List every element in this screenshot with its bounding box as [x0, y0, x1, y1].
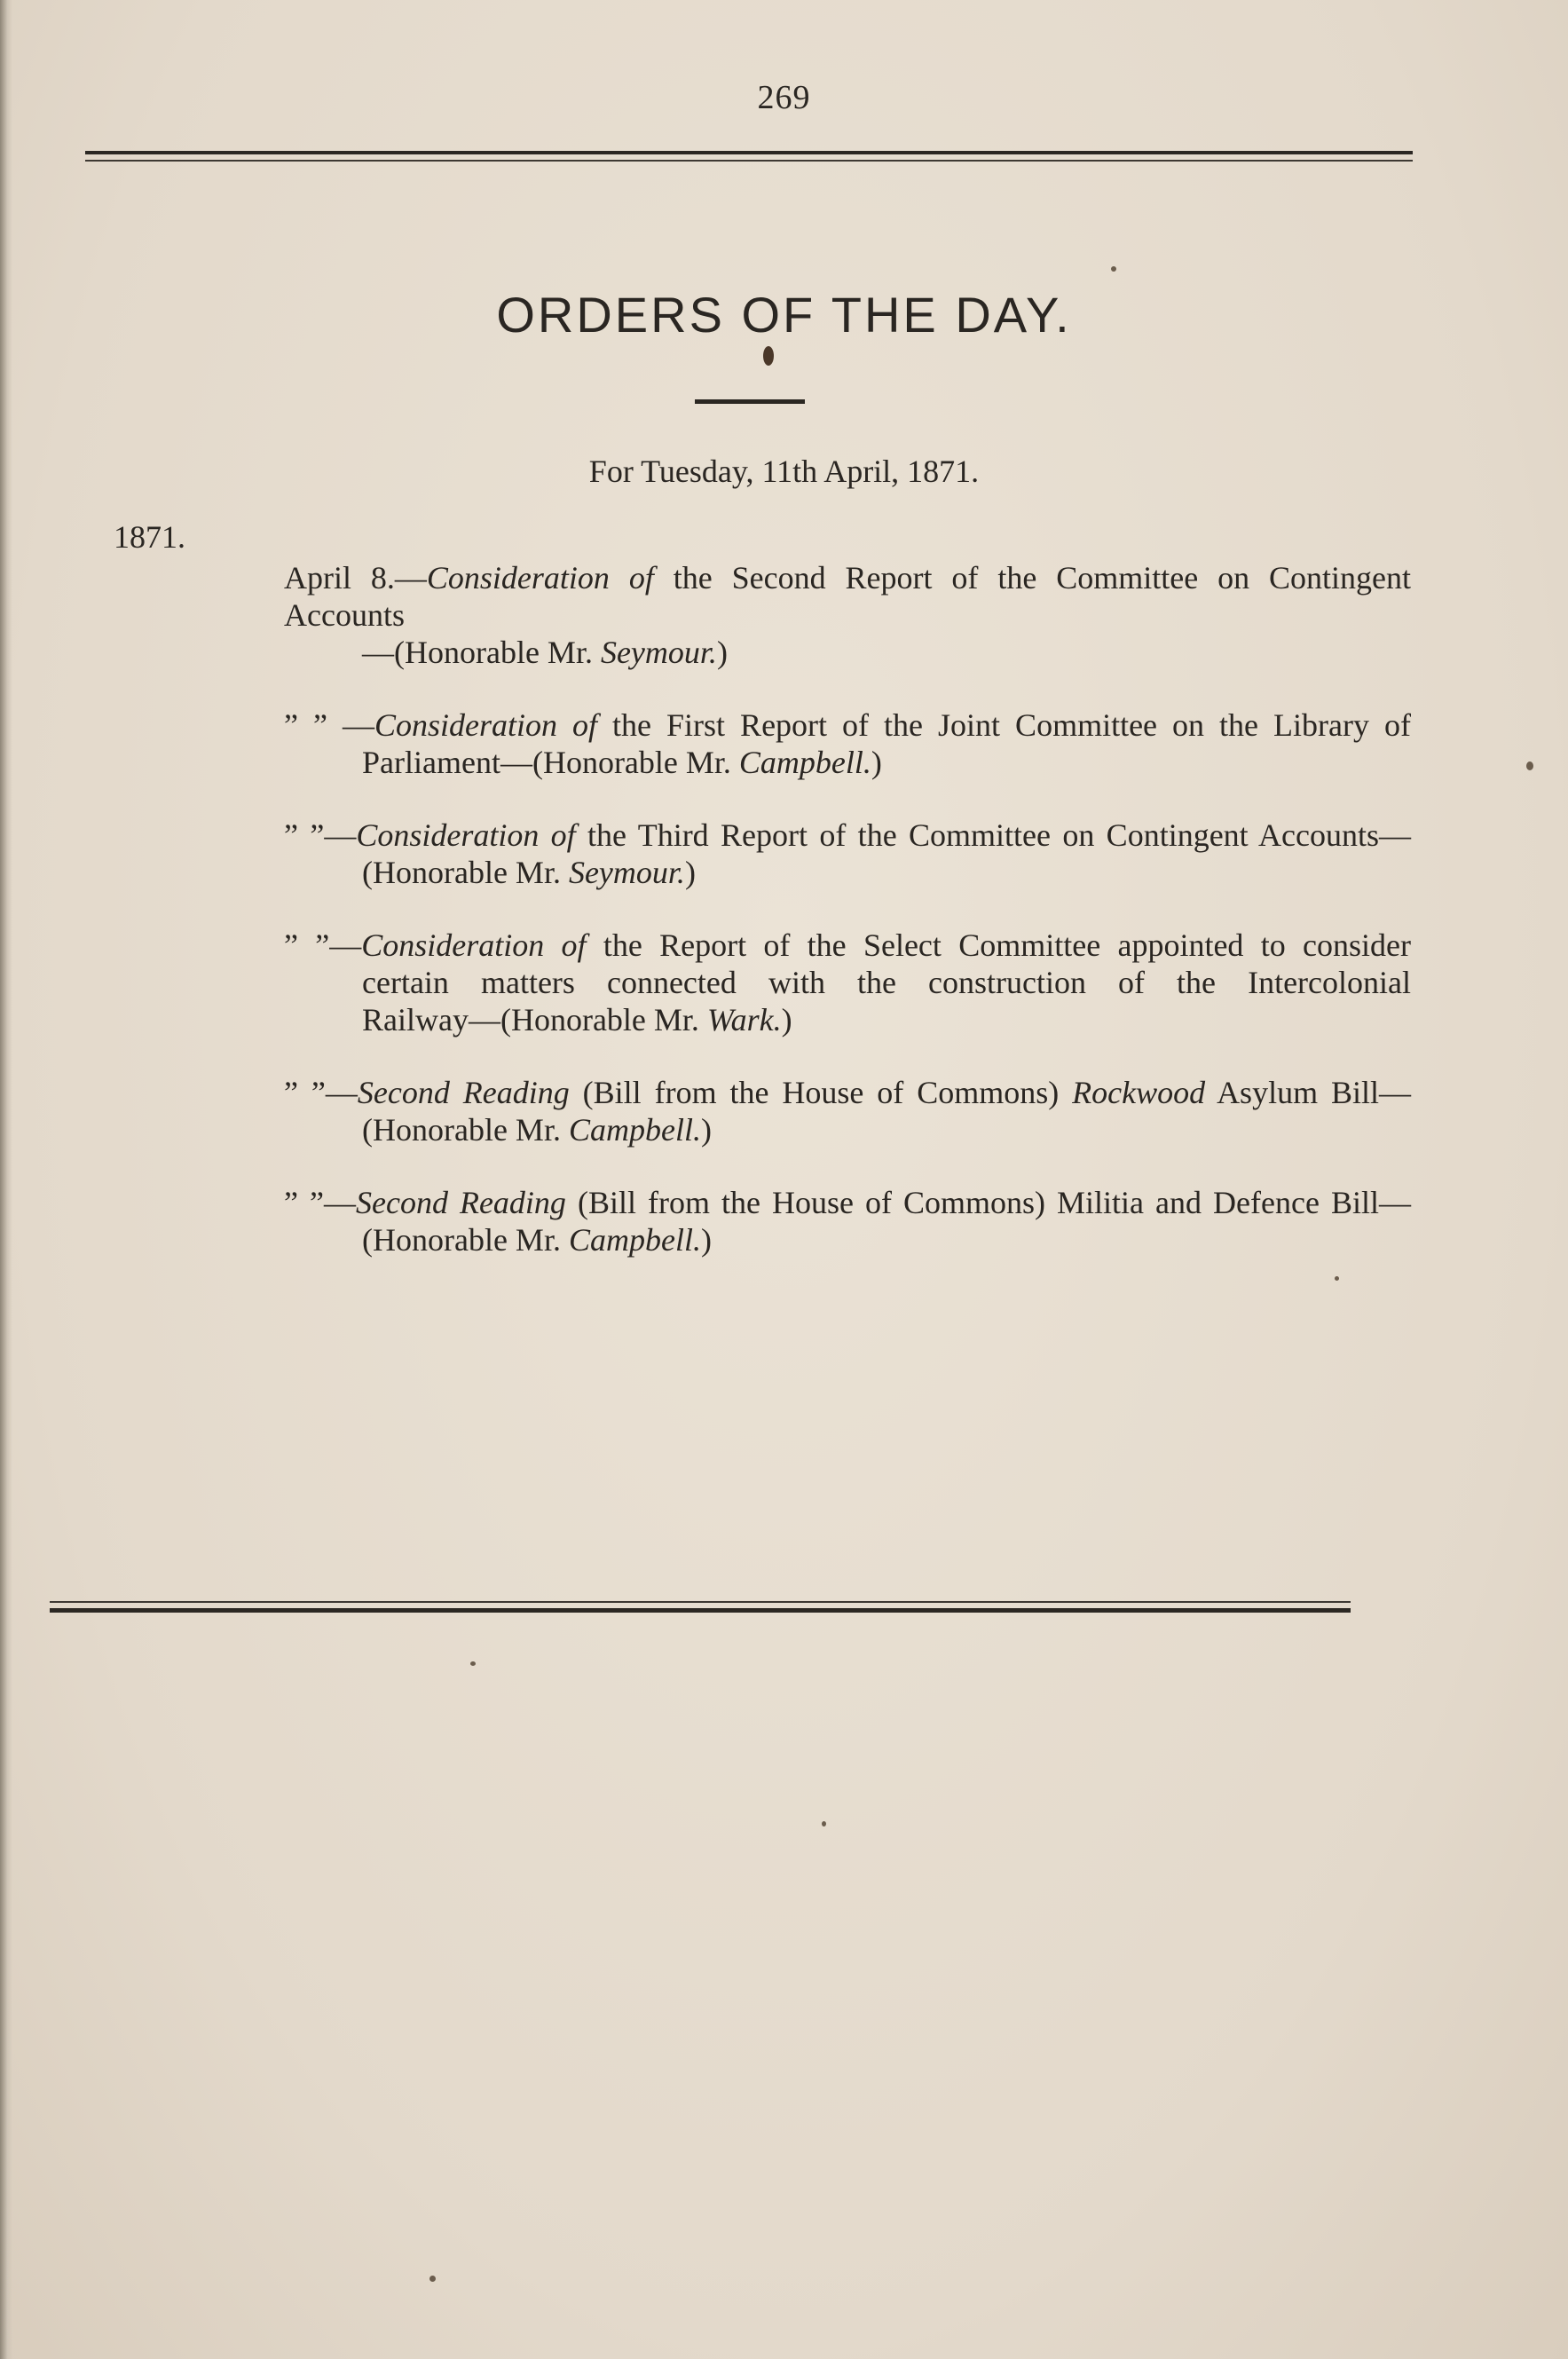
order-text: the Third Report of the Committee on Contingent Accounts—	[587, 817, 1411, 853]
order-text-end: )	[700, 1222, 712, 1258]
date-heading: For Tuesday, 11th April, 1871.	[588, 454, 980, 489]
bottom-rule-thin	[50, 1601, 1351, 1603]
order-date-mark: ” ”	[284, 927, 330, 963]
order-text: (Honorable Mr.	[362, 855, 569, 890]
paper-speck	[1526, 761, 1533, 770]
order-text: (Bill from the House of Commons) Militia and Defence Bill—	[577, 1185, 1411, 1220]
order-line-2	[362, 1111, 1411, 1148]
title-underline-rule	[695, 399, 805, 404]
paper-speck	[822, 1821, 826, 1826]
order-member-name: Seymour.	[600, 635, 717, 670]
order-date-mark: April 8.	[284, 560, 395, 596]
order-member-name: Campbell.	[738, 745, 871, 780]
order-text-end: )	[871, 745, 882, 780]
order-item	[69, 817, 1411, 891]
order-text: (Bill from the House of Commons)	[582, 1075, 1060, 1110]
order-item	[69, 1074, 1411, 1148]
paper-speck	[470, 1661, 476, 1666]
order-member-name: Campbell.	[568, 1222, 701, 1258]
order-text-end: )	[781, 1002, 792, 1037]
paper-speck	[429, 2276, 436, 2282]
order-member-name: Wark.	[706, 1002, 782, 1037]
order-line-1: ” ” —Consideration of the First Report of the Joint Committee on the Library of	[284, 707, 1411, 743]
order-text: certain matters connected with the construction of the Intercolonial	[362, 965, 1411, 1000]
order-text: Railway—(Honorable Mr.	[362, 1002, 707, 1037]
paper-speck	[1111, 266, 1116, 272]
order-date-mark: ” ”	[284, 1185, 324, 1220]
order-text: the First Report of the Joint Committee on the Library of	[612, 707, 1411, 743]
ink-blot	[763, 346, 774, 366]
paper-speck	[1335, 1276, 1339, 1281]
order-line-1: April 8.—Consideration of the Second Report of the Committee on Contingent Accounts	[284, 560, 1412, 633]
order-member-name: Seymour.	[568, 855, 685, 890]
order-date-mark: ” ”	[284, 707, 327, 743]
page-binding-edge	[0, 0, 12, 2359]
order-text: Parliament—(Honorable Mr.	[362, 745, 739, 780]
order-line-2	[362, 634, 1411, 671]
order-text: the Second Report of the Committee on Contingent Accounts	[284, 560, 1412, 633]
order-line-2	[362, 744, 1411, 781]
order-text: (Honorable Mr.	[362, 1222, 569, 1258]
page-number: 269	[757, 79, 811, 116]
page-title: ORDERS OF THE DAY.	[496, 287, 1072, 343]
order-action: Consideration of	[361, 927, 587, 963]
order-line-1: ” ”—Consideration of the Third Report of the Committee on Contingent Accounts—	[284, 817, 1411, 853]
order-action: Second Reading	[355, 1185, 566, 1220]
order-member-name: Campbell.	[568, 1112, 701, 1148]
orders-list	[69, 559, 1411, 1294]
year-label: 1871.	[114, 519, 185, 555]
order-action: Consideration of	[356, 817, 576, 853]
top-double-rule	[85, 147, 1413, 169]
order-text-end: )	[684, 855, 696, 890]
order-text: —(Honorable Mr.	[362, 635, 601, 670]
order-line-1: ” ”—Second Reading (Bill from the House of Commons) Rockwood Asylum Bill—	[284, 1075, 1412, 1110]
top-rule-thick	[85, 151, 1413, 154]
order-line-1: ” ”—Consideration of the Report of the Select Committee appointed to consider	[284, 927, 1411, 963]
order-text: (Honorable Mr.	[362, 1112, 569, 1148]
order-line-2	[362, 854, 1411, 891]
order-text: the Report of the Select Committee appointed to consider	[603, 927, 1411, 963]
order-date-mark: ” ”	[284, 1075, 326, 1110]
order-item	[69, 1184, 1411, 1258]
bottom-rule-thick	[50, 1608, 1351, 1613]
order-text-end: )	[700, 1112, 712, 1148]
order-line-2	[362, 1221, 1411, 1258]
order-item	[69, 559, 1411, 671]
top-rule-thin	[85, 160, 1413, 162]
order-line-1: ” ”—Second Reading (Bill from the House of Commons) Militia and Defence Bill—	[284, 1185, 1411, 1220]
bottom-double-rule	[50, 1598, 1351, 1617]
order-item	[69, 706, 1411, 781]
order-item	[69, 927, 1411, 1038]
order-line-3	[362, 1001, 1411, 1038]
order-text-end: )	[716, 635, 728, 670]
order-action: Consideration of	[426, 560, 654, 596]
order-action: Consideration of	[374, 707, 598, 743]
order-line-2	[362, 964, 1411, 1001]
order-bill-name: Rockwood	[1072, 1075, 1206, 1110]
order-action: Second Reading	[357, 1075, 570, 1110]
order-text: Asylum Bill—	[1217, 1075, 1412, 1110]
order-date-mark: ” ”	[284, 817, 325, 853]
